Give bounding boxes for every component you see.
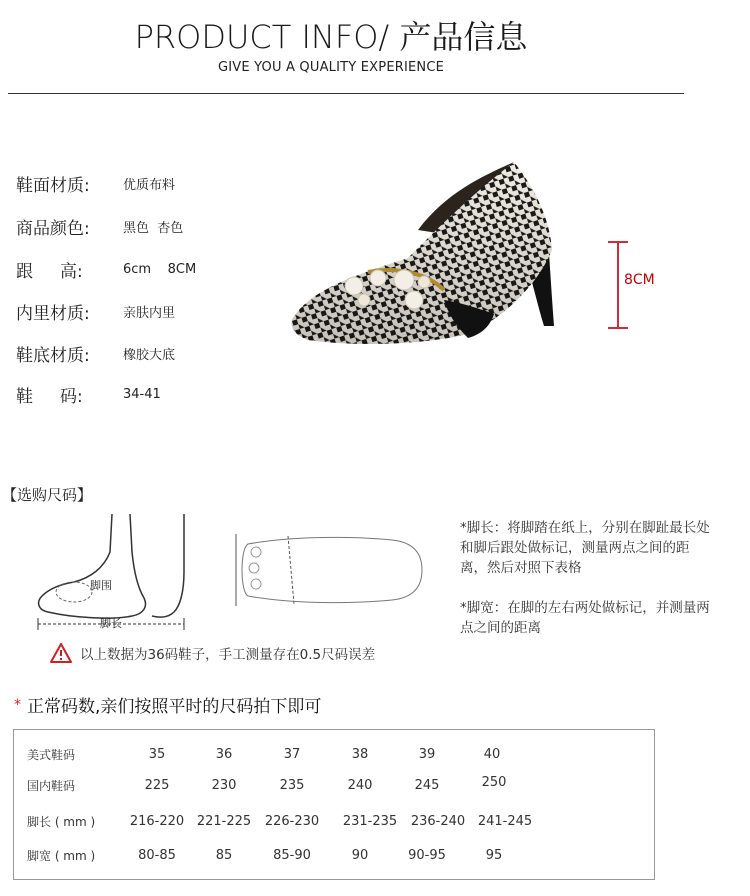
table-row xyxy=(14,774,654,798)
row-label: 脚宽 ( mm ) xyxy=(27,849,96,863)
header-divider xyxy=(8,93,684,94)
table-cell: 230 xyxy=(211,778,237,793)
size-chart-heading-text: 正常码数,亲们按照平时的尺码拍下即可 xyxy=(27,697,322,717)
foot-top-illustration xyxy=(232,530,428,610)
table-cell: 90 xyxy=(351,848,369,863)
table-cell: 216-220 xyxy=(129,814,185,829)
spec-row-upper-material xyxy=(16,171,175,195)
spec-row-lining xyxy=(16,299,175,323)
foot-length-label: 脚长 xyxy=(100,617,122,630)
foot-width-note: *脚宽：在脚的左右两处做标记，并测量两点之间的距离 xyxy=(460,600,710,636)
row-label: 国内鞋码 xyxy=(27,779,76,793)
spec-value: 黑色 杏色 xyxy=(123,220,184,236)
spec-row-size xyxy=(16,382,161,406)
table-cell: 85-90 xyxy=(273,848,311,863)
size-table xyxy=(13,729,655,880)
table-cell: 36 xyxy=(215,747,233,762)
table-cell: 240 xyxy=(347,778,373,793)
table-cell: 39 xyxy=(418,747,436,762)
row-label: 脚长 ( mm ) xyxy=(27,815,96,829)
spec-value: 34-41 xyxy=(123,386,161,402)
page-subtitle: GIVE YOU A QUALITY EXPERIENCE xyxy=(217,60,445,75)
spec-row-color xyxy=(16,214,183,238)
table-row xyxy=(14,844,654,868)
size-chart-heading xyxy=(14,692,321,717)
table-cell: 226-230 xyxy=(264,814,320,829)
spec-label: 内里材质: xyxy=(16,303,90,324)
table-cell: 231-235 xyxy=(342,814,398,829)
table-cell: 35 xyxy=(148,747,166,762)
table-cell: 38 xyxy=(351,747,369,762)
table-cell: 40 xyxy=(483,747,501,762)
table-cell: 85 xyxy=(215,848,233,863)
spec-label: 鞋底材质: xyxy=(16,345,90,366)
spec-label: 鞋 码: xyxy=(16,386,83,407)
table-cell: 235 xyxy=(279,778,305,793)
star-icon: * xyxy=(14,696,21,713)
warning-text: 以上数据为36码鞋子，手工测量存在0.5尺码误差 xyxy=(80,647,376,663)
product-shoe-image xyxy=(268,150,588,390)
foot-circumference-label: 脚围 xyxy=(90,579,112,592)
spec-value: 6cm 8CM xyxy=(123,261,197,277)
foot-length-note: *脚长：将脚踏在纸上，分别在脚趾最长处和脚后跟处做标记，测量两点之间的距离，然后对照下表格 xyxy=(460,520,710,576)
measurement-warning xyxy=(50,643,375,663)
spec-value: 优质布料 xyxy=(123,177,176,193)
table-row xyxy=(14,743,654,767)
spec-label: 鞋面材质: xyxy=(16,175,90,196)
size-guide-header: 【选购尺码】 xyxy=(2,486,93,504)
warning-icon xyxy=(50,643,72,663)
foot-side-illustration xyxy=(34,512,194,632)
heel-height-label: 8CM xyxy=(624,272,655,288)
spec-row-sole xyxy=(16,341,175,365)
table-cell: 250 xyxy=(481,775,507,790)
table-row xyxy=(14,810,654,834)
spec-value: 亲肤内里 xyxy=(123,305,176,321)
spec-label: 跟 高: xyxy=(16,261,83,282)
table-cell: 221-225 xyxy=(196,814,252,829)
page-title: PRODUCT INFO/ 产品信息 xyxy=(134,18,528,56)
table-cell: 37 xyxy=(283,747,301,762)
table-cell: 245 xyxy=(414,778,440,793)
spec-value: 橡胶大底 xyxy=(123,347,176,363)
row-label: 美式鞋码 xyxy=(27,748,76,762)
table-cell: 225 xyxy=(144,778,170,793)
spec-row-heel-height xyxy=(16,257,196,281)
table-cell: 241-245 xyxy=(477,814,533,829)
spec-label: 商品颜色: xyxy=(16,218,90,239)
table-cell: 90-95 xyxy=(408,848,446,863)
table-cell: 236-240 xyxy=(410,814,466,829)
table-cell: 95 xyxy=(485,848,503,863)
table-cell: 80-85 xyxy=(138,848,176,863)
